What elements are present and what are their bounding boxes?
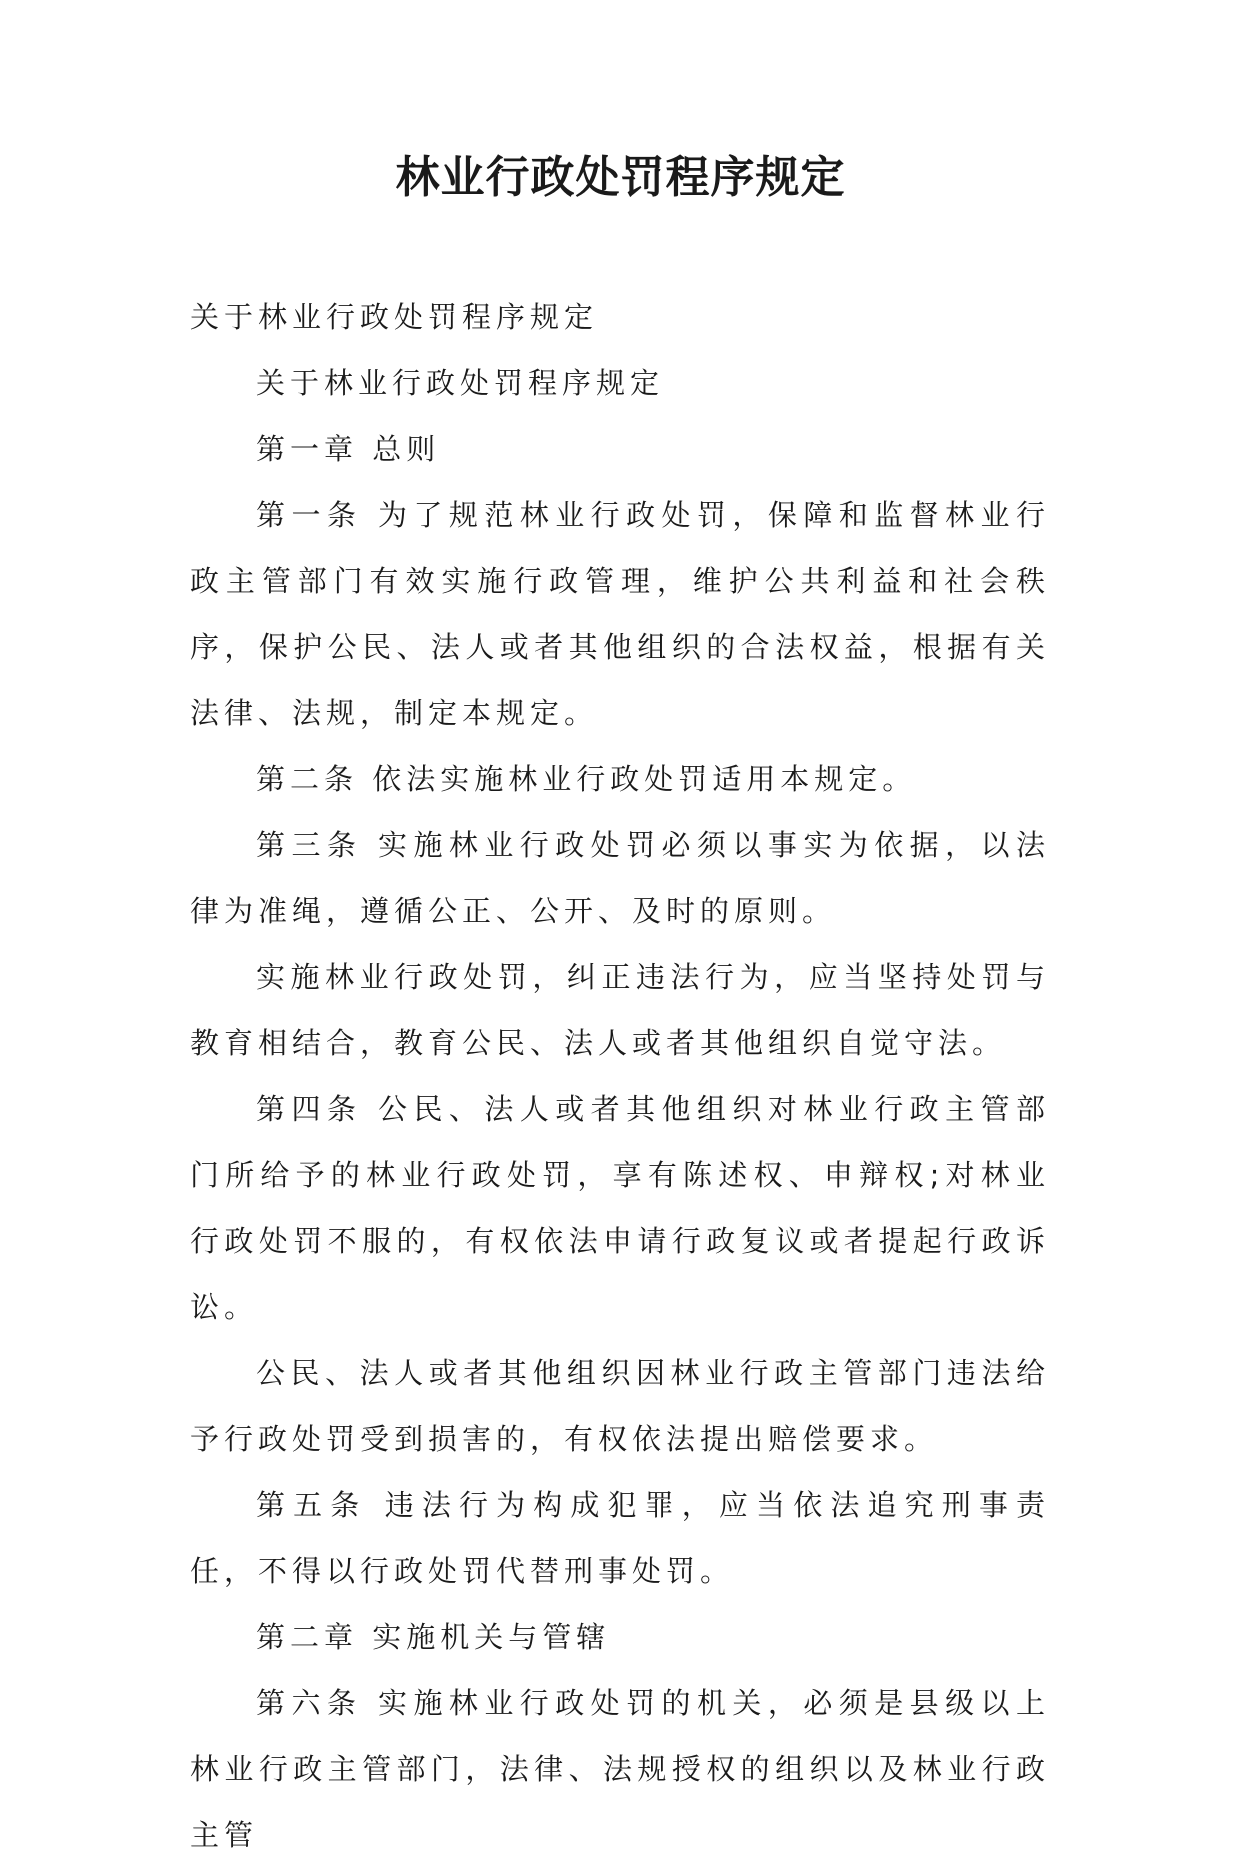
- article-paragraph: 第五条 违法行为构成犯罪，应当依法追究刑事责任，不得以行政处罚代替刑事处罚。: [190, 1488, 1050, 1588]
- document-subtitle: 关于林业行政处罚程序规定: [190, 300, 599, 334]
- paragraph: 关于林业行政处罚程序规定: [256, 366, 665, 400]
- article-paragraph: 第六条 实施林业行政处罚的机关，必须是县级以上林业行政主管部门，法律、法规授权的组织以及林业行政主管: [190, 1686, 1050, 1852]
- article-paragraph: 第二条 依法实施林业行政处罚适用本规定。: [256, 762, 917, 796]
- article-paragraph: 公民、法人或者其他组织因林业行政主管部门违法给予行政处罚受到损害的，有权依法提出赔偿要求。: [190, 1356, 1050, 1456]
- document-title: 林业行政处罚程序规定: [395, 152, 846, 203]
- article-paragraph: 第三条 实施林业行政处罚必须以事实为依据，以法律为准绳，遵循公正、公开、及时的原则。: [190, 828, 1050, 928]
- chapter-heading: 第一章 总则: [256, 432, 441, 466]
- article-paragraph: 第一条 为了规范林业行政处罚，保障和监督林业行政主管部门有效实施行政管理，维护公共利益和社会秩序，保护公民、法人或者其他组织的合法权益，根据有关法律、法规，制定本规定。: [190, 498, 1050, 730]
- article-paragraph: 实施林业行政处罚，纠正违法行为，应当坚持处罚与教育相结合，教育公民、法人或者其他组织自觉守法。: [190, 960, 1050, 1060]
- document-body: [190, 284, 1050, 1868]
- article-paragraph: 第四条 公民、法人或者其他组织对林业行政主管部门所给予的林业行政处罚，享有陈述权、申辩权;对林业行政处罚不服的，有权依法申请行政复议或者提起行政诉讼。: [190, 1092, 1050, 1324]
- chapter-heading: 第二章 实施机关与管辖: [256, 1620, 611, 1654]
